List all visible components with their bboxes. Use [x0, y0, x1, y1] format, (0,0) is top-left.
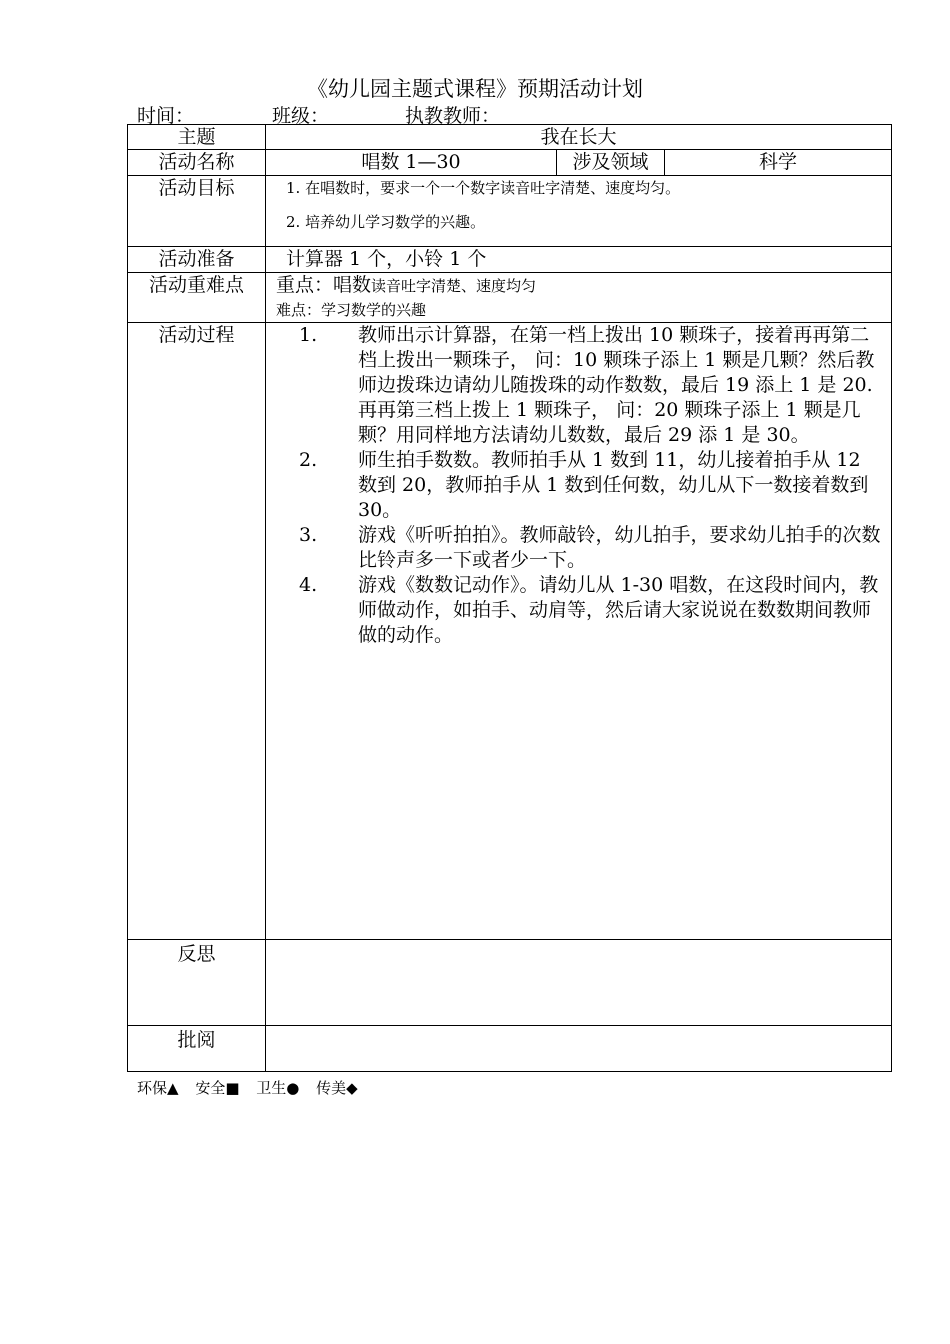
reflection-row: [128, 940, 892, 1026]
goal-item: 2. 培养幼儿学习数学的兴趣。: [286, 213, 486, 231]
step-text: 游戏《数数记动作》。请幼儿从 1-30 唱数，在这段时间内，教师做动作，如拍手、动肩等，然后请大家说说在数数期间教师做的动作。: [358, 574, 879, 646]
theme-value: 我在长大: [266, 125, 892, 150]
name-row: [128, 150, 892, 176]
prep-label: 活动准备: [128, 247, 266, 273]
difficulty-text: 难点：学习数学的兴趣: [276, 301, 427, 319]
process-step: [266, 573, 891, 648]
process-label: 活动过程: [128, 323, 266, 940]
goal-row: [128, 176, 892, 247]
process-step: [266, 523, 891, 573]
activity-plan-table: [127, 124, 892, 1072]
prep-value: 计算器 1 个，小铃 1 个: [266, 247, 892, 273]
process-row: [128, 323, 892, 940]
step-number: 4.: [299, 574, 318, 596]
step-text: 师生拍手数数。教师拍手从 1 数到 11，幼儿接着拍手从 12 数到 20，教师拍手从 1 数到任何数，幼儿从下一数接着数到 30。: [358, 449, 869, 521]
theme-row: [128, 125, 892, 150]
class-label: 班级：: [272, 105, 330, 127]
footer-legend: [137, 1077, 370, 1098]
review-row: [128, 1026, 892, 1072]
review-content: [266, 1026, 892, 1072]
activity-name-label: 活动名称: [128, 150, 266, 176]
process-content: [266, 323, 892, 940]
theme-label: 主题: [128, 125, 266, 150]
key-points-content: [266, 273, 892, 323]
step-number: 1.: [299, 324, 318, 346]
teacher-label: 执教教师：: [405, 105, 501, 127]
reflection-label: 反思: [128, 940, 266, 1026]
process-steps: [266, 323, 891, 648]
key-point-prefix: 重点：唱数: [276, 274, 372, 296]
key-points-label: 活动重难点: [128, 273, 266, 323]
domain-value: 科学: [665, 150, 892, 176]
key-point-value: 读音吐字清楚、速度均匀: [371, 277, 537, 295]
legend-item: 安全■: [195, 1079, 240, 1097]
domain-label: 涉及领域: [557, 150, 665, 176]
process-step: [266, 323, 891, 448]
activity-name-value: 唱数 1—30: [266, 150, 557, 176]
step-number: 3.: [299, 524, 318, 546]
document-title: 《幼儿园主题式课程》预期活动计划: [307, 77, 643, 101]
goal-label: 活动目标: [128, 176, 266, 247]
time-label: 时间：: [137, 105, 195, 127]
legend-item: 卫生●: [256, 1079, 300, 1097]
process-step: [266, 448, 891, 523]
step-text: 游戏《听听拍拍》。教师敲铃，幼儿拍手，要求幼儿拍手的次数比铃声多一下或者少一下。: [358, 524, 881, 571]
goal-content: [266, 176, 892, 247]
key-points-row: [128, 273, 892, 323]
legend-item: 传美◆: [316, 1079, 358, 1097]
step-text: 教师出示计算器，在第一档上拨出 10 颗珠子，接着再再第二档上拨出一颗珠子， 问：10 颗珠子添上 1 颗是几颗？然后教师边拨珠边请幼儿随拨珠的动作数数，最后 19 添上 1 是 20.再再第三档上拨上 1 颗珠子， 问：20 颗珠子添上 1 颗是几颗？用同样地方法请幼儿数数，最后 29 添 1 是 30。: [358, 324, 875, 446]
legend-item: 环保▲: [137, 1079, 179, 1097]
review-label: 批阅: [128, 1026, 266, 1072]
step-number: 2.: [299, 449, 318, 471]
reflection-content: [266, 940, 892, 1026]
goal-item: 1. 在唱数时，要求一个一个数字读音吐字清楚、速度均匀。: [286, 179, 681, 197]
prep-row: [128, 247, 892, 273]
